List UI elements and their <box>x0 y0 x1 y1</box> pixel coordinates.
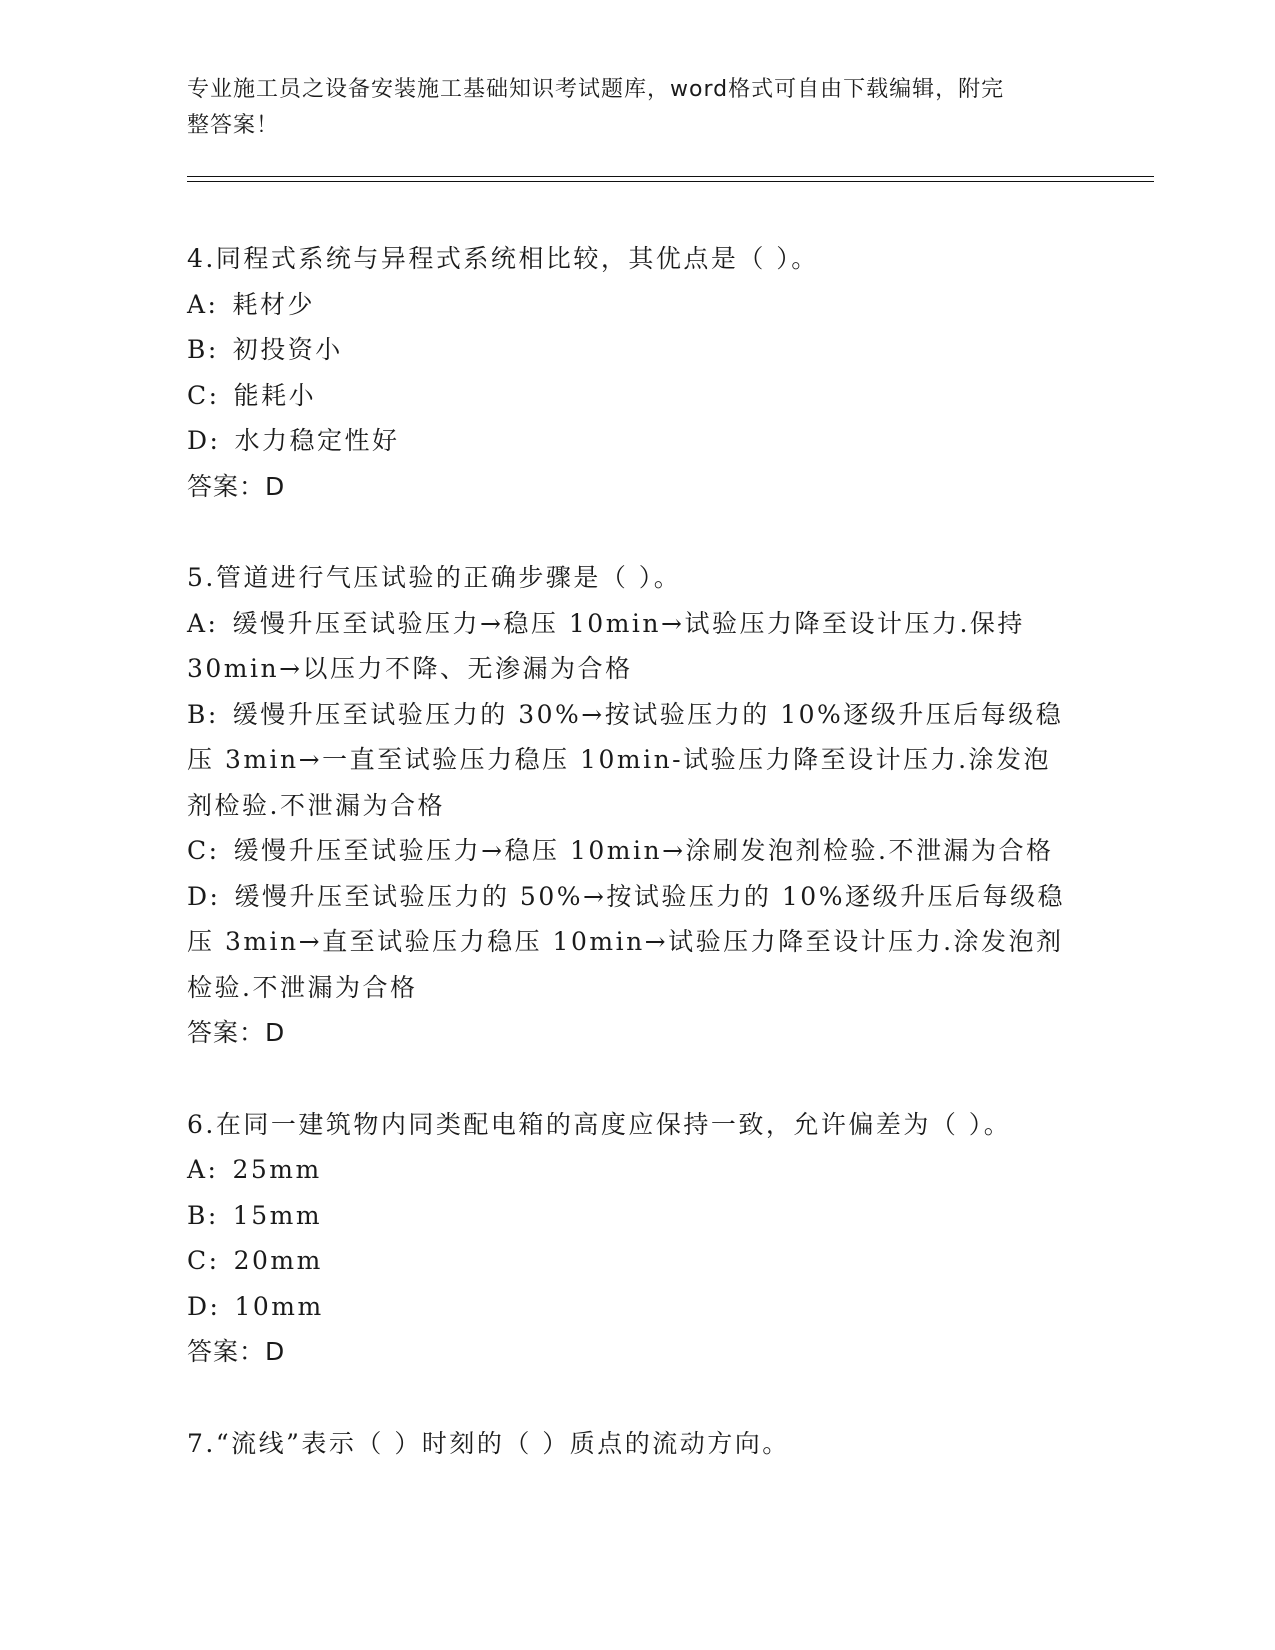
option-text: 耗材少 <box>232 289 315 319</box>
option-label: C: <box>187 1246 220 1275</box>
question-4 <box>187 1421 1087 1467</box>
header-line-1: 专业施工员之设备安装施工基础知识考试题库，word格式可自由下载编辑，附完 <box>187 77 1005 102</box>
option-label: B: <box>187 1200 219 1230</box>
option-text: 缓慢升压至试验压力→稳压 10min→涂刷发泡剂检验.不泄漏为合格 <box>233 836 1054 865</box>
option-line <box>187 1147 1087 1193</box>
option-line <box>187 646 1087 692</box>
option-text: 水力稳定性好 <box>234 426 400 455</box>
option-line <box>187 373 1087 419</box>
option-label: C: <box>187 836 220 865</box>
option-line <box>187 1284 1087 1330</box>
question-list <box>187 236 1087 1512</box>
option-line <box>187 783 1087 829</box>
option-line <box>187 965 1087 1011</box>
answer-line: 答案：D <box>187 471 286 501</box>
option-line <box>187 737 1087 783</box>
answer-line: 答案：D <box>187 1018 286 1047</box>
header-rule-top <box>187 176 1154 177</box>
question-stem: 4.同程式系统与异程式系统相比较，其优点是（ ）。 <box>187 244 819 273</box>
option-text: 缓慢升压至试验压力→稳压 10min→试验压力降至设计压力.保持 <box>232 608 1025 638</box>
option-label: B: <box>187 699 219 729</box>
option-text: 初投资小 <box>232 335 343 364</box>
option-line <box>187 828 1087 874</box>
option-text: 25mm <box>232 1155 322 1184</box>
header-rule-bottom <box>187 181 1154 182</box>
option-text: 缓慢升压至试验压力的 50%→按试验压力的 10%逐级升压后每级稳 <box>234 881 1065 911</box>
question-2 <box>187 555 1087 1056</box>
question-stem: 7.“流线”表示（ ）时刻的（ ）质点的流动方向。 <box>187 1428 790 1458</box>
question-3 <box>187 1102 1087 1375</box>
option-line <box>187 919 1087 965</box>
option-text: 压 3min→一直至试验压力稳压 10min-试验压力降至设计压力.涂发泡 <box>187 745 1052 774</box>
option-line <box>187 1193 1087 1239</box>
option-text: 缓慢升压至试验压力的 30%→按试验压力的 10%逐级升压后每级稳 <box>232 699 1064 729</box>
option-text: 10mm <box>234 1291 324 1321</box>
option-text: 剂检验.不泄漏为合格 <box>187 790 445 820</box>
option-label: A: <box>187 1155 219 1184</box>
option-line <box>187 327 1087 373</box>
option-label: C: <box>187 380 220 410</box>
option-text: 检验.不泄漏为合格 <box>187 972 418 1002</box>
question-stem: 5.管道进行气压试验的正确步骤是（ ）。 <box>187 563 682 592</box>
option-line <box>187 1238 1087 1284</box>
option-label: B: <box>187 335 219 364</box>
option-label: A: <box>187 608 219 638</box>
option-label: A: <box>187 289 219 319</box>
option-line <box>187 874 1087 920</box>
option-label: D: <box>187 881 221 911</box>
option-text: 15mm <box>232 1200 323 1230</box>
option-text: 30min→以压力不降、无渗漏为合格 <box>187 654 633 683</box>
option-text: 20mm <box>233 1246 323 1275</box>
option-line <box>187 692 1087 738</box>
header-line-2: 整答案！ <box>187 113 280 138</box>
option-text: 压 3min→直至试验压力稳压 10min→试验压力降至设计压力.涂发泡剂 <box>187 927 1064 956</box>
option-text: 能耗小 <box>233 380 317 410</box>
document-header <box>187 72 1067 144</box>
option-label: D: <box>187 426 221 455</box>
option-line <box>187 601 1087 647</box>
answer-line: 答案：D <box>187 1337 286 1366</box>
option-label: D: <box>187 1291 221 1321</box>
question-stem: 6.在同一建筑物内同类配电箱的高度应保持一致，允许偏差为（ ）。 <box>187 1109 1012 1139</box>
option-line <box>187 418 1087 464</box>
option-line <box>187 282 1087 328</box>
question-1 <box>187 236 1087 509</box>
